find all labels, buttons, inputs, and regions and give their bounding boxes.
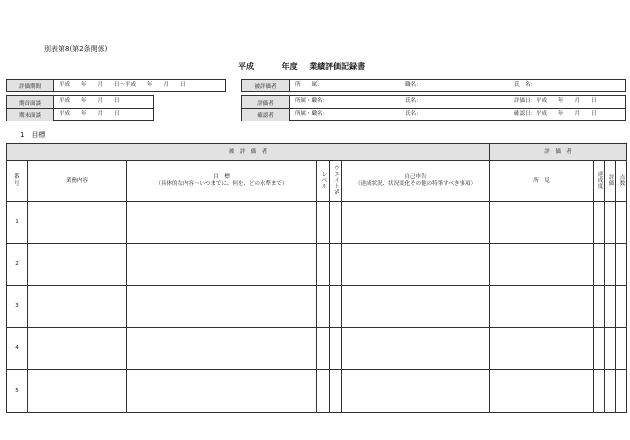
confirmer-dept[interactable]: 所属・職名：	[295, 111, 329, 117]
end-interview-value[interactable]: 平成 年 月 日	[59, 111, 120, 117]
col-score-header: 点数	[616, 161, 627, 202]
confirmer-name[interactable]: 氏名：	[405, 111, 422, 117]
eval-cell[interactable]	[605, 202, 616, 244]
table-row	[7, 286, 627, 328]
level-cell[interactable]	[317, 202, 330, 244]
evaluatee-name[interactable]: 氏 名：	[514, 82, 537, 88]
achievement-cell[interactable]	[594, 244, 605, 286]
col-self-report-header	[342, 161, 490, 202]
achievement-cell[interactable]	[594, 286, 605, 328]
level-cell[interactable]	[317, 244, 330, 286]
period-row	[6, 79, 226, 92]
score-cell[interactable]	[616, 328, 627, 370]
duty-cell[interactable]	[28, 328, 127, 370]
start-interview-value[interactable]: 平成 年 月 日	[59, 98, 120, 104]
title-era: 平成	[238, 62, 254, 71]
confirmer-label: 確認者	[242, 109, 290, 121]
level-cell[interactable]	[317, 370, 330, 413]
achievement-cell[interactable]	[594, 202, 605, 244]
col-self-subtitle: （達成状況、状況変化その他の特筆すべき事項）	[355, 181, 476, 187]
evaluatee-dept[interactable]: 所 属：	[295, 82, 323, 88]
level-cell[interactable]	[317, 328, 330, 370]
weight-cell[interactable]	[330, 286, 342, 328]
interview-box	[6, 95, 154, 121]
end-interview-label: 期末面談	[7, 109, 54, 121]
eval-cell[interactable]	[605, 244, 616, 286]
title-year: 年度	[281, 62, 298, 71]
eval-cell[interactable]	[605, 370, 616, 413]
evaluator-box	[241, 95, 626, 121]
col-level-header: レベル	[317, 161, 330, 202]
table-row	[7, 328, 627, 370]
goal-cell[interactable]	[127, 286, 317, 328]
evaluator-label: 評価者	[242, 96, 290, 109]
self-report-cell[interactable]	[342, 244, 490, 286]
section-heading: 1 目標	[20, 131, 46, 139]
weight-cell[interactable]	[330, 370, 342, 413]
col-number-header: 番号	[7, 161, 28, 202]
opinion-cell[interactable]	[490, 286, 594, 328]
document-title	[238, 61, 365, 72]
level-cell[interactable]	[317, 286, 330, 328]
evaluator-name[interactable]: 氏名：	[405, 98, 422, 104]
score-cell[interactable]	[616, 244, 627, 286]
col-goal-title: 目 標	[213, 174, 230, 181]
eval-cell[interactable]	[605, 328, 616, 370]
start-interview-label: 期首面談	[7, 96, 54, 109]
row-number: 1	[7, 202, 28, 244]
achievement-cell[interactable]	[594, 328, 605, 370]
opinion-cell[interactable]	[490, 202, 594, 244]
evaluator-dept[interactable]: 所属・職名：	[295, 98, 329, 104]
col-eval-header: 評価	[605, 161, 616, 202]
achievement-cell[interactable]	[594, 370, 605, 413]
row-number: 3	[7, 286, 28, 328]
weight-cell[interactable]	[330, 244, 342, 286]
col-goal-header	[127, 161, 317, 202]
opinion-cell[interactable]	[490, 370, 594, 413]
goal-cell[interactable]	[127, 244, 317, 286]
row-number: 4	[7, 328, 28, 370]
col-opinion-header: 所 見	[490, 161, 594, 202]
duty-cell[interactable]	[28, 244, 127, 286]
col-achievement-header: 達成度	[594, 161, 605, 202]
evaluator-group-header: 評 価 者	[490, 144, 627, 161]
goal-cell[interactable]	[127, 370, 317, 413]
weight-cell[interactable]	[330, 328, 342, 370]
appendix-label: 別表第8(第2条関係)	[44, 45, 108, 53]
goal-cell[interactable]	[127, 328, 317, 370]
evaluator-date[interactable]: 評価日：平成 年 月 日	[514, 98, 597, 104]
goal-cell[interactable]	[127, 202, 317, 244]
period-label: 評価期間	[7, 80, 54, 91]
eval-cell[interactable]	[605, 286, 616, 328]
title-name: 業績評価記録書	[309, 62, 366, 71]
col-weight-header: ウエイト%	[330, 161, 342, 202]
confirmer-date[interactable]: 確認日：平成 年 月 日	[514, 111, 597, 117]
self-report-cell[interactable]	[342, 328, 490, 370]
evaluatee-row	[241, 79, 626, 92]
row-number: 5	[7, 370, 28, 413]
score-cell[interactable]	[616, 370, 627, 413]
col-self-title: 自己申告	[404, 174, 427, 181]
evaluatee-post[interactable]: 職名：	[405, 82, 422, 88]
opinion-cell[interactable]	[490, 244, 594, 286]
duty-cell[interactable]	[28, 286, 127, 328]
col-goal-subtitle: （具体的な内容〜いつまでに、何を、どの水準まで）	[155, 181, 288, 187]
period-value[interactable]: 平成 年 月 日〜平成 年 月 日	[59, 82, 186, 88]
table-row	[7, 244, 627, 286]
score-cell[interactable]	[616, 202, 627, 244]
table-row	[7, 202, 627, 244]
self-report-cell[interactable]	[342, 370, 490, 413]
evaluatee-label: 被評価者	[242, 80, 290, 91]
self-report-cell[interactable]	[342, 286, 490, 328]
evaluatee-group-header: 被 評 価 者	[7, 144, 490, 161]
self-report-cell[interactable]	[342, 202, 490, 244]
score-cell[interactable]	[616, 286, 627, 328]
duty-cell[interactable]	[28, 202, 127, 244]
goal-table	[6, 143, 627, 413]
row-number: 2	[7, 244, 28, 286]
opinion-cell[interactable]	[490, 328, 594, 370]
col-duty-header: 業務内容	[28, 161, 127, 202]
duty-cell[interactable]	[28, 370, 127, 413]
table-row	[7, 370, 627, 413]
weight-cell[interactable]	[330, 202, 342, 244]
